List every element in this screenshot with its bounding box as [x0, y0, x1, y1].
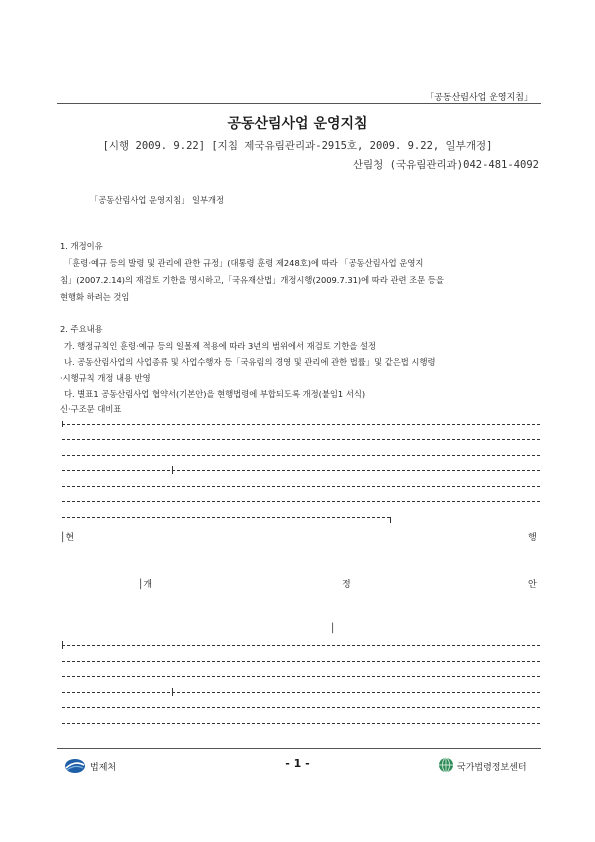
table-border-line: [62, 486, 540, 487]
table-column-divider: [172, 688, 173, 696]
section-1-heading: 1. 개정이유: [60, 241, 103, 251]
table-header-revised: 정: [342, 580, 351, 590]
table-column-divider: [172, 466, 173, 474]
table-border-line: [62, 517, 390, 518]
section-1-text: 침」(2007.2.14)의 재검토 기한을 명시하고,「국유재산법」개정시행(2009.7.31)에 따라 관련 조문 등을: [60, 275, 444, 285]
table-column-divider: │: [330, 624, 336, 634]
section-2-heading: 2. 주요내용: [60, 324, 103, 334]
list-item: 다. 별표1 공동산림사업 협약서(기본안)을 현행법령에 부합되도록 개정(붙임1 서식): [64, 389, 366, 399]
table-header-current: │현: [60, 533, 75, 543]
table-border-line: [62, 501, 540, 502]
document-title: 공동산림사업 운영지침: [227, 116, 368, 132]
list-item: 나. 공동산림사업의 사업종류 및 사업수행자 등「국유림의 경영 및 관리에 관한 법률」및 같은법 시행령: [64, 357, 436, 367]
table-header-revised: │개: [138, 580, 153, 590]
section-1-text: 현행화 하려는 것임: [60, 292, 130, 302]
table-border-line: [62, 661, 540, 662]
page-number: - 1 -: [285, 757, 310, 770]
table-header-revised: 안: [528, 580, 537, 590]
table-border-line: [62, 470, 540, 471]
table-border-line: [62, 723, 540, 724]
footer-rule: [57, 748, 541, 749]
table-border-line: [62, 645, 540, 646]
comparison-table-label: 신·구조문 대비표: [60, 404, 122, 414]
section-1-text: 「훈령·예규 등의 발령 및 관리에 관한 규정」(대통령 훈령 제248호)에 따라 「공동산림사업 운영지: [64, 258, 424, 268]
list-item: 가. 행정규칙인 훈령·예규 등의 일몰제 적용에 따라 3년의 범위에서 재검토 기한을 설정: [64, 341, 377, 351]
table-border-line: [62, 707, 540, 708]
header-rule: [57, 103, 541, 104]
footer-right-label: 국가법령정보센터: [457, 763, 527, 773]
table-border-line: [62, 676, 540, 677]
table-border-line: [62, 424, 540, 425]
agency-contact: 산림청 (국유림관리과)042-481-4092: [352, 159, 539, 171]
running-header: 「공동산림사업 운영지침」: [425, 93, 533, 103]
table-corner: [390, 517, 391, 523]
table-border-line: [62, 439, 540, 440]
table-border-line: [62, 455, 540, 456]
revision-intro: 「공동산림사업 운영지침」 일부개정: [90, 195, 225, 205]
list-item: ·시행규칙 개정 내용 반영: [60, 373, 151, 383]
enforcement-meta: [시행 2009. 9.22] [지침 제국유림관리과-2915호, 2009. 9.22, 일부개정]: [102, 140, 493, 152]
table-border-line: [62, 692, 540, 693]
globe-icon: [438, 757, 454, 773]
table-header-current: 행: [528, 533, 537, 543]
footer-left-label: 법제처: [90, 763, 117, 773]
